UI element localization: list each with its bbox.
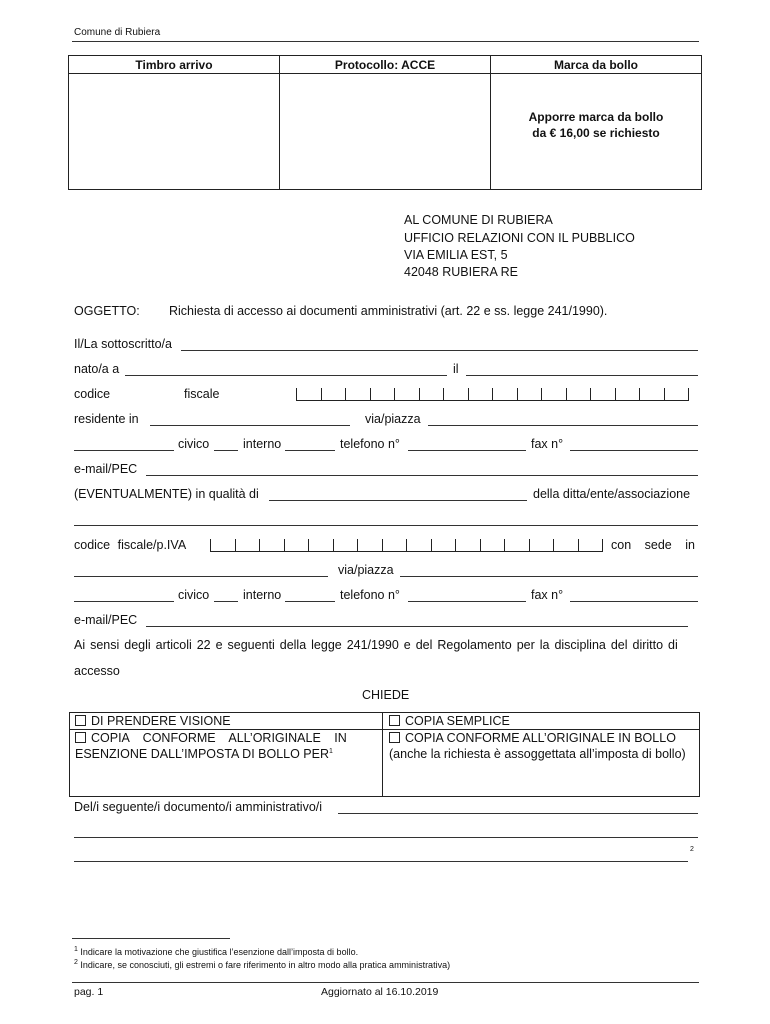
- resident-in-field[interactable]: [150, 425, 350, 426]
- recipient-line4: 42048 RUBIERA RE: [404, 265, 518, 279]
- undersigned-label: Il/La sottoscritto/a: [74, 337, 172, 351]
- request-title: CHIEDE: [362, 688, 410, 702]
- footnote-2-text: Indicare, se conosciuti, gli estremi o fare riferimento in altro modo alla pratica amministrativa): [80, 960, 451, 970]
- char-box[interactable]: [345, 388, 371, 401]
- char-box[interactable]: [504, 539, 530, 552]
- recipient-line1: AL COMUNE DI RUBIERA: [404, 213, 553, 227]
- char-box[interactable]: [333, 539, 359, 552]
- char-box[interactable]: [590, 388, 616, 401]
- phone-label: telefono n°: [340, 437, 400, 451]
- resident-in-label: residente in: [74, 412, 139, 426]
- char-box-end: [602, 539, 603, 552]
- option-conform-exempt-line1: COPIA CONFORME ALL’ORIGINALE IN: [91, 731, 347, 745]
- street2-label: via/piazza: [338, 563, 394, 577]
- footnote-rule: [72, 938, 230, 939]
- arrival-stamp-cell: [69, 56, 280, 189]
- option-conform-stamp-line2: (anche la richiesta è assoggettata all’imposta di bollo): [389, 747, 686, 761]
- option-conform-exempt-line2: ESENZIONE DALL’IMPOSTA DI BOLLO PER: [75, 747, 330, 761]
- option-simple-copy-checkbox[interactable]: [389, 715, 400, 726]
- tax-code-label-b: fiscale: [184, 387, 220, 401]
- protocol-cell: [279, 56, 491, 189]
- char-box[interactable]: [517, 388, 543, 401]
- char-box[interactable]: [664, 388, 690, 401]
- fax2-label: fax n°: [531, 588, 564, 602]
- option-conform-exempt-checkbox[interactable]: [75, 732, 86, 743]
- vat-code-label: codice fiscale/p.IVA: [74, 538, 187, 552]
- birth-date-label: il: [453, 362, 459, 376]
- internal2-label: interno: [243, 588, 282, 602]
- capacity-field[interactable]: [269, 500, 527, 501]
- fax-label: fax n°: [531, 437, 564, 451]
- char-box[interactable]: [382, 539, 408, 552]
- page-number: pag. 1: [74, 986, 104, 998]
- footer-rule: [72, 982, 699, 983]
- char-box[interactable]: [578, 539, 604, 552]
- option-simple-copy[interactable]: [389, 714, 510, 728]
- fax2-field[interactable]: [570, 601, 698, 602]
- documents-field-1[interactable]: [338, 813, 698, 814]
- option-conform-stamp-line1: COPIA CONFORME ALL’ORIGINALE IN BOLLO: [405, 731, 676, 745]
- recipient-line3: VIA EMILIA EST, 5: [404, 248, 508, 262]
- char-box[interactable]: [492, 388, 518, 401]
- capacity-label: (EVENTUALMENTE) in qualità di: [74, 487, 259, 501]
- civic2-prefix-field[interactable]: [74, 601, 174, 602]
- char-box[interactable]: [259, 539, 285, 552]
- char-box[interactable]: [541, 388, 567, 401]
- char-box[interactable]: [615, 388, 641, 401]
- seat-city-field[interactable]: [74, 576, 328, 577]
- street2-field[interactable]: [400, 576, 698, 577]
- footnote-ref-2: 2: [690, 846, 694, 853]
- arrival-stamp-header: Timbro arrivo: [135, 58, 213, 72]
- char-box[interactable]: [443, 388, 469, 401]
- char-box[interactable]: [284, 539, 310, 552]
- footnote-1-marker: 1: [74, 946, 78, 953]
- fax-field[interactable]: [570, 450, 698, 451]
- protocol-header: Protocollo: ACCE: [334, 58, 436, 72]
- request-options-table: [69, 712, 700, 797]
- legal-basis-line1: Ai sensi degli articoli 22 e seguenti della legge 241/1990 e del Regolamento per la disciplina del diritto di: [74, 638, 678, 652]
- char-box[interactable]: [455, 539, 481, 552]
- char-box[interactable]: [419, 388, 445, 401]
- char-box[interactable]: [431, 539, 457, 552]
- phone2-field[interactable]: [408, 601, 526, 602]
- char-box[interactable]: [370, 388, 396, 401]
- email2-field[interactable]: [146, 626, 688, 627]
- email-field[interactable]: [146, 475, 698, 476]
- char-box[interactable]: [566, 388, 592, 401]
- char-box[interactable]: [296, 388, 322, 401]
- subject-label: OGGETTO:: [74, 304, 140, 318]
- header-rule: [72, 41, 699, 42]
- char-box[interactable]: [529, 539, 555, 552]
- documents-field-2[interactable]: [74, 837, 698, 838]
- footnote-2: [74, 959, 450, 970]
- street-label: via/piazza: [365, 412, 421, 426]
- char-box[interactable]: [210, 539, 236, 552]
- civic-prefix-field[interactable]: [74, 450, 174, 451]
- phone-field[interactable]: [408, 450, 526, 451]
- internal2-field[interactable]: [285, 601, 335, 602]
- email2-label: e-mail/PEC: [74, 613, 138, 627]
- email-label: e-mail/PEC: [74, 462, 138, 476]
- request-table-divider-v: [382, 713, 383, 796]
- internal-label: interno: [243, 437, 282, 451]
- stamp-table: [68, 55, 702, 190]
- documents-label: Del/i seguente/i documento/i amministrativo/i: [74, 800, 323, 814]
- footnote-1: [74, 946, 358, 957]
- footnote-2-marker: 2: [74, 959, 78, 966]
- tax-code-label-a: codice: [74, 387, 111, 401]
- civic-field[interactable]: [214, 450, 238, 451]
- phone2-label: telefono n°: [340, 588, 400, 602]
- civic-label: civico: [178, 437, 210, 451]
- footnote-ref-1: 1: [329, 747, 333, 755]
- char-box[interactable]: [468, 388, 494, 401]
- revenue-stamp-note-line2: da € 16,00 se richiesto: [532, 126, 660, 140]
- updated-date: Aggiornato al 16.10.2019: [321, 986, 439, 998]
- with-seat-in-label: con sede in: [611, 538, 695, 552]
- civic2-label: civico: [178, 588, 210, 602]
- revenue-stamp-header: Marca da bollo: [553, 58, 639, 72]
- char-box[interactable]: [406, 539, 432, 552]
- company-name-field[interactable]: [74, 525, 698, 526]
- birth-date-field[interactable]: [466, 375, 698, 376]
- header-municipality: Comune di Rubiera: [74, 27, 161, 38]
- option-conform-exempt[interactable]: [75, 731, 377, 761]
- option-conform-stamp[interactable]: [389, 731, 686, 761]
- char-box[interactable]: [639, 388, 665, 401]
- option-view-label: DI PRENDERE VISIONE: [91, 714, 231, 728]
- internal-field[interactable]: [285, 450, 335, 451]
- street-field[interactable]: [428, 425, 698, 426]
- revenue-stamp-note: [491, 109, 701, 141]
- char-box[interactable]: [308, 539, 334, 552]
- option-view[interactable]: [75, 714, 231, 728]
- option-simple-copy-label: COPIA SEMPLICE: [405, 714, 510, 728]
- char-box[interactable]: [321, 388, 347, 401]
- documents-field-3[interactable]: [74, 861, 688, 862]
- char-box[interactable]: [235, 539, 261, 552]
- footnote-1-text: Indicare la motivazione che giustifica l’esenzione dall’imposta di bollo.: [80, 947, 359, 957]
- char-box[interactable]: [480, 539, 506, 552]
- born-in-field[interactable]: [125, 375, 447, 376]
- born-in-label: nato/a a: [74, 362, 120, 376]
- civic2-field[interactable]: [214, 601, 238, 602]
- char-box[interactable]: [357, 539, 383, 552]
- char-box[interactable]: [553, 539, 579, 552]
- recipient-line2: UFFICIO RELAZIONI CON IL PUBBLICO: [404, 231, 635, 245]
- request-table-divider-h: [70, 729, 699, 730]
- subject-text: Richiesta di accesso ai documenti amministrativi (art. 22 e ss. legge 241/1990).: [169, 304, 608, 318]
- legal-basis-line2: accesso: [74, 664, 120, 678]
- char-box-end: [688, 388, 689, 401]
- revenue-stamp-note-line1: Apporre marca da bollo: [528, 110, 664, 124]
- company-label: della ditta/ente/associazione: [533, 487, 691, 501]
- option-view-checkbox[interactable]: [75, 715, 86, 726]
- char-box[interactable]: [394, 388, 420, 401]
- option-conform-stamp-checkbox[interactable]: [389, 732, 400, 743]
- undersigned-field[interactable]: [181, 350, 698, 351]
